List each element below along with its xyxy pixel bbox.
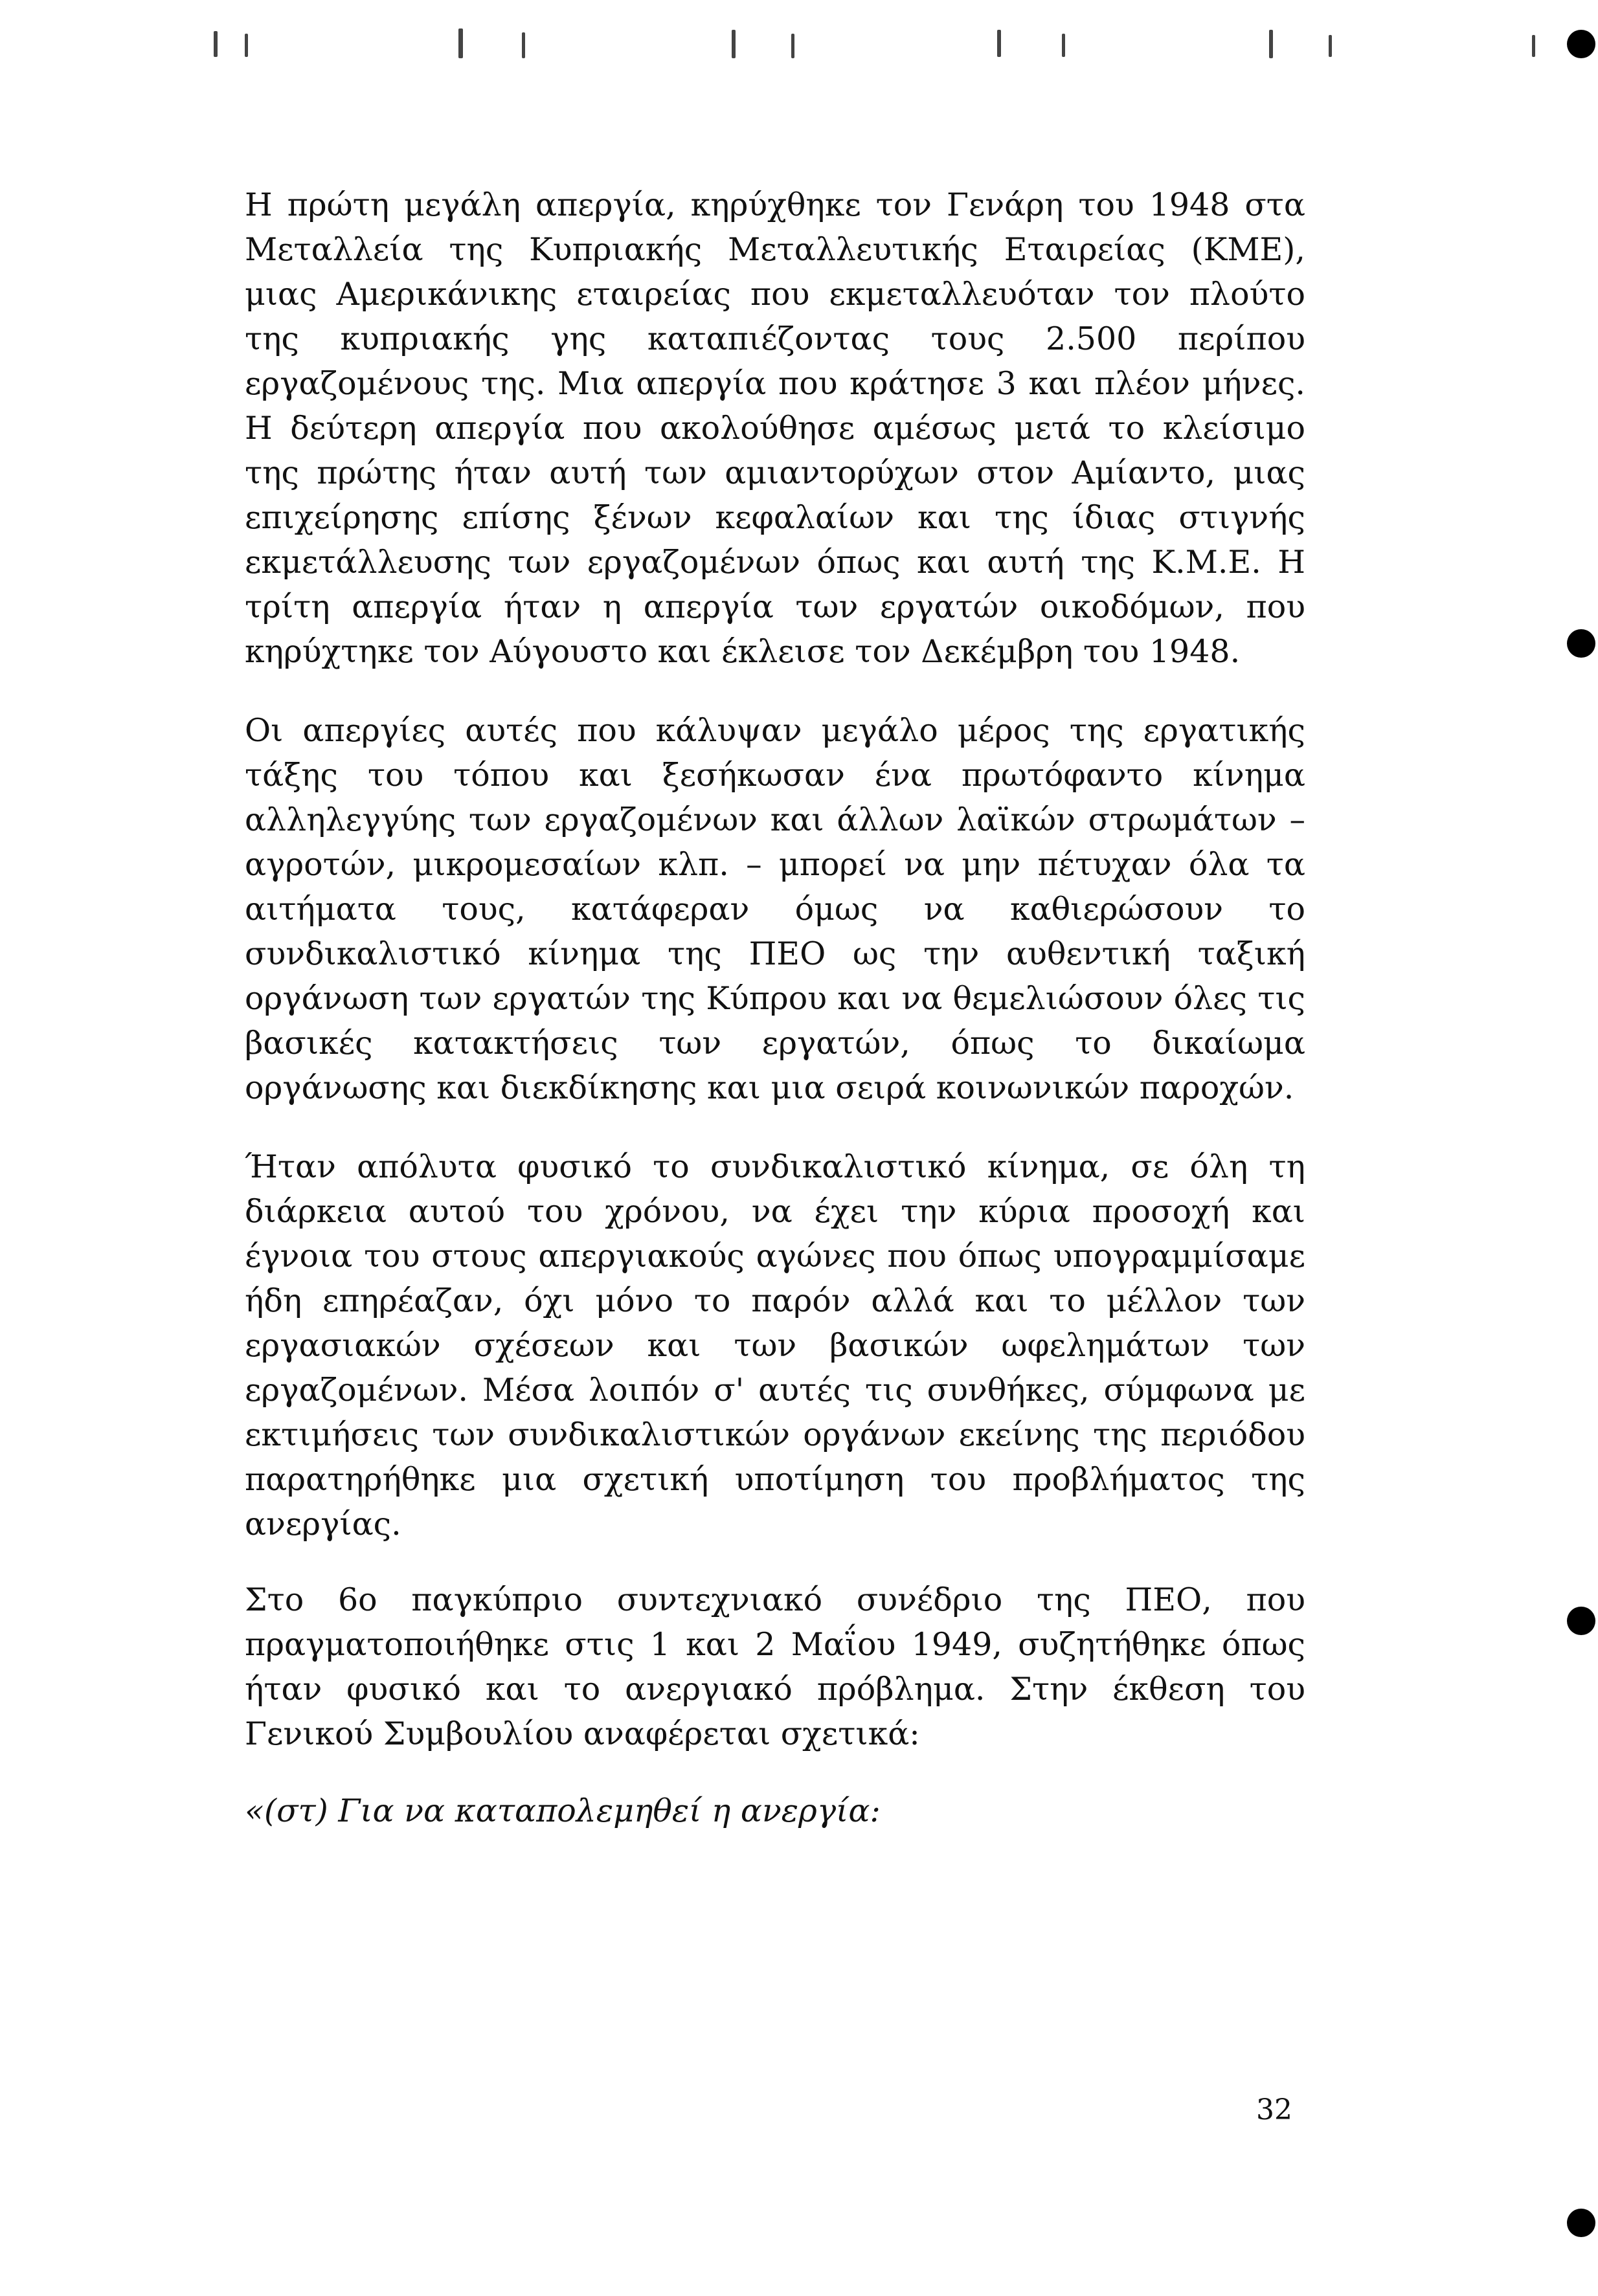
paragraph-peo-congress: Στο 6ο παγκύπριο συντεχνιακό συνέδριο της ΠΕΟ, που πραγματοποιήθηκε στις 1 και 2 Μαΐου 1949, συζητήθηκε όπως ήταν φυσικό και το ανεργιακό πρόβλημα. Στην έκθεση του Γενικού Συμβουλίου αναφέρεται σχετικά:: [245, 1581, 1305, 1752]
binder-hole-mark: [1567, 30, 1595, 58]
scan-speckle: [1329, 35, 1332, 57]
paragraph-unemployment-underestimation: Ήταν απόλυτα φυσικό το συνδικαλιστικό κίνημα, σε όλη τη διάρκεια αυτού του χρόνου, να έχει την κύρια προσοχή και έγνοια του στους απεργιακούς αγώνες που όπως υπογραμμίσαμε ήδη επηρέαζαν, όχι μόνο το παρόν αλλά και το μέλλον των εργασιακών σχέσεων και των βασικών ωφελημάτων των εργαζομένων. Μέσα λοιπόν σ' αυτές τις συνθήκες, σύμφωνα με εκτιμήσεις των συνδικαλιστικών οργάνων εκείνης της περιόδου παρατηρήθηκε μια σχετική υποτίμηση του προβλήματος της ανεργίας.: [245, 1148, 1305, 1543]
scan-speckle: [245, 34, 248, 57]
scan-speckle: [1062, 34, 1065, 57]
binder-hole-mark: [1567, 1607, 1595, 1635]
scan-speckle: [1269, 30, 1273, 58]
scan-speckle: [791, 34, 794, 58]
paragraph-strike-results: Οι απεργίες αυτές που κάλυψαν μεγάλο μέρος της εργατικής τάξης του τόπου και ξεσήκωσαν ένα πρωτόφαντο κίνημα αλληλεγγύης των εργαζομένων και άλλων λαϊκών στρωμάτων – αγροτών, μικρομεσαίων κλπ. – μπορεί να μην πέτυχαν όλα τα αιτήματα τους, κατάφεραν όμως να καθιερώσουν το συνδικαλιστικό κίνημα της ΠΕΟ ως την αυθεντική ταξική οργάνωση των εργατών της Κύπρου και να θεμελιώσουν όλες τις βασικές κατακτήσεις των εργατών, όπως το δικαίωμα οργάνωσης και διεκδίκησης και μια σειρά κοινωνικών παροχών.: [245, 712, 1305, 1106]
paragraph-strikes: Η πρώτη μεγάλη απεργία, κηρύχθηκε τον Γενάρη του 1948 στα Μεταλλεία της Κυπριακής Μεταλλευτικής Εταιρείας (ΚΜΕ), μιας Αμερικάνικης εταιρείας που εκμεταλλευόταν τον πλούτο της κυπριακής γης καταπιέζοντας τους 2.500 περίπου εργαζομένους της. Μια απεργία που κράτησε 3 και πλέον μήνες. Η δεύτερη απεργία που ακολούθησε αμέσως μετά το κλείσιμο της πρώτης ήταν αυτή των αμιαντορύχων στον Αμίαντο, μιας επιχείρησης επίσης ξένων κεφαλαίων και της ίδιας στιγνής εκμετάλλευσης των εργαζομένων όπως και αυτή της Κ.Μ.Ε. Η τρίτη απεργία ήταν η απεργία των εργατών οικοδόμων, που κηρύχτηκε τον Αύγουστο και έκλεισε τον Δεκέμβρη του 1948.: [245, 186, 1305, 670]
page-number: 32: [1256, 2093, 1292, 2126]
scan-speckle: [732, 30, 736, 58]
binder-hole-mark: [1567, 2209, 1595, 2237]
binder-hole-mark: [1567, 629, 1595, 658]
scan-speckle: [458, 28, 463, 58]
scan-speckle: [1532, 35, 1535, 57]
scan-speckle: [522, 32, 525, 58]
quote-line: «(στ) Για να καταπολεμηθεί η ανεργία:: [245, 1792, 881, 1829]
scan-speckle: [214, 31, 218, 57]
scan-speckle: [997, 30, 1001, 57]
